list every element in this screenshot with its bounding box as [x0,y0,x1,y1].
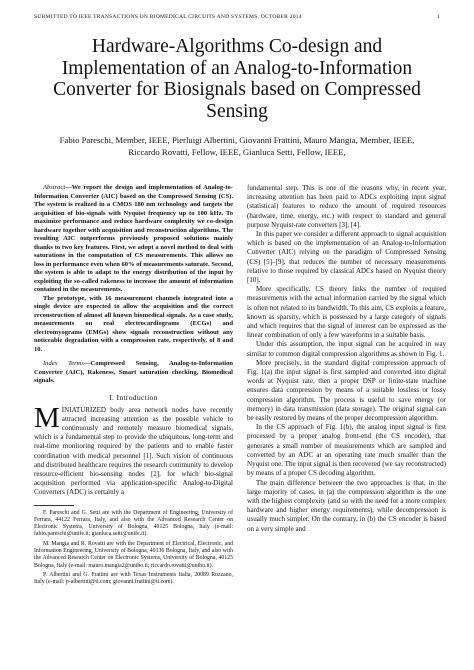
footnote-rule [34,505,74,506]
abstract-text: —We report the design and implementation of Analog-to-Information Converter (AIC) based on the Compressed Sensing (CS). The system is realized in a CMOS 180 nm technology and targets the acquisition of bio-signals with Nyquist frequency up to 100 kHz. To maximize performance and reduce hardware complexity we co-design hardware together with acquisition and reconstruction algorithms. The resulting AIC outperforms previously proposed solutions mainly thanks to two key features. First, we adopt a novel method to deal with saturations in the computation of CS measurements. This allows no loss in performance even when 60% of measurements saturate. Second, the system is able to adapt to the energy distribution of the input by exploiting the so-called rakeness to increase the amount of information contained in the measurements. [34,184,233,293]
page-number: 1 [437,14,440,20]
footnote: P. Albertini and G. Frattini are with Texas Instruments Italia, 20089 Rozzano, Italy (e-mail: p-albertini@ti.com; giovanni.frattini@ti.com). [34,571,233,586]
body-paragraph: fundamental step. This is one of the reasons why, in recent year, increasing attention has been paid to ADCs exploiting input signal (statistical) features to reduce the amount of required resources (hardware, time, energy, etc.) with respect to standard and general purpose Nyquist-rate converters [3], [4]. [247,184,446,229]
footnote: F. Pareschi and G. Setti are with the Department of Engineering, University of Ferrara, 44122 Ferrara, Italy, and also with the Advanced Research Center on Electronic Systems, University of Bologna, 40125 Bologna, Italy (e-mail: fabio.pareschi@unife.it; gianluca.setti@unife.it). [34,509,233,538]
authors-line: Riccardo Rovatti, Fellow, IEEE, Gianluca Setti, Fellow, IEEE, [128,147,346,157]
drop-cap: M [34,401,60,434]
footnote: M. Mangia and R. Rovatti are with the Department of Electrical, Electronic, and Information Engineering, University of Bologna, 40136 Bologna, Italy, and also with the Advanced Research Center on Electronic Systems, University of Bologna, 40125 Bologna, Italy (e-mail: mauro.mangia2@unibo.it; riccardo.rovatti@unibo.it). [34,540,233,569]
intro-paragraph [34,401,233,498]
index-terms [34,360,233,386]
left-column [34,184,233,589]
abstract-cont: The prototype, with 16 measurement channels integrated into a single device are expected to allow the acquisition and the correct reconstruction of almost all known biomedical signals. As a case study, measurements on real electrocardiograms (ECGs) and electromyograms (EMGs) show signals reconstruction without any noticeable degradation with a compression rate, respectively, of 8 and 10. [34,294,233,353]
author-list [30,134,444,158]
title-line: Converter for Biosignals based on Compressed [53,79,421,100]
section-heading: I. Introduction [109,392,158,402]
body-paragraph: The main difference between the two approaches is that, in the large majority of cases, in (a) the compression algorithm is the one with the highest complexity (and so with the need for a more complex hardware and higher energy requirements), while decompression is usually much simpler. On the contrary, in (b) the CS encoder is based on a very simple and [247,478,446,533]
body-paragraph: Under this assumption, the input signal can be acquired in way similar to common digital compression algorithms as shown in Fig. 1. [247,340,446,358]
journal-name: SUBMITTED TO IEEE TRANSACTIONS ON BIOMEDICAL CIRCUITS AND SYSTEMS, OCTOBER 2014 [34,14,302,20]
body-paragraph: In the CS approach of Fig. 1(b), the analog input signal is first processed by a proper analog front-end (the CS encoder), that generates a small number of measurements which are sampled and converted by an ADC at an operating rate much smaller than the Nyquist one. The input signal is then recovered (we say reconstructed) by means of a proper CS decoding algorithm. [247,423,446,478]
index-terms-text: —Compressed Sensing, Analog-to-Information Converter (AIC), Rakeness, Smart saturation checking, Biomedical signals. [34,360,233,384]
abstract-lead: Abstract [43,184,66,191]
authors-line: Fabio Pareschi, Member, IEEE, Pierluigi Albertini, Giovanni Frattini, Mauro Mangia, Member, IEEE, [59,135,415,145]
abstract [34,184,233,295]
body-paragraph: In this paper we consider a different approach to signal acquisition which is based on the implementation of an Analog-to-Information Converter (AIC) relying on the paradigm of Compressed Sensing (CS) [5]–[9], that reduces the number of necessary measurements relative to those required by classical ADCs based on Nyquist theory [10]. [247,230,446,285]
title-line: Implementation of an Analog-to-Information [61,57,413,79]
running-header [34,14,440,20]
body-paragraph: More precisely, in the standard digital compression approach of Fig. 1(a) the input signal is first sampled and converted into digital words at Nyquist rate, then a proper DSP or finite-state machine ensures data compression by means of a suitable lossless or lossy compression algorithm. The process is useful to save energy (or memory) in data transmission (data storage). The original signal can be easily restored by means of the proper decompression algorithm. [247,358,446,423]
body-paragraph: More specifically, CS theory links the number of required measurements with the actual information carried by the signal which is often not related to its bandwidth. To this aim, CS exploits a feature, known as sparsity, which is possessed by a large category of signals and which requires that the signal of interest can be expressed as the linear combination of only a few waveforms in a suitable basis. [247,285,447,340]
title-line: Sensing [206,100,268,122]
index-terms-lead: Index Terms [43,360,84,367]
title-line: Hardware-Algorithms Co-design and [91,36,383,57]
right-column [247,184,446,534]
paper-title [20,36,454,122]
intro-text: INIATURIZED body area network nodes have recently attracted increasing attention as the possible vehicle to continuously and remotely measure biomedical signals, which is a fundamental step to provide the ubiquitous, long-term and real-time monitoring required by the patients and to enable faster coordination with medical personnel [1]. Such vision of continuous and distributed healthcare requires the research community to develop resource-efficient bio-sensing nodes [2], for which bio-signal acquisition performed via application-specific Analog-to-Digital Converters (ADC) is certainly a [34,405,233,497]
